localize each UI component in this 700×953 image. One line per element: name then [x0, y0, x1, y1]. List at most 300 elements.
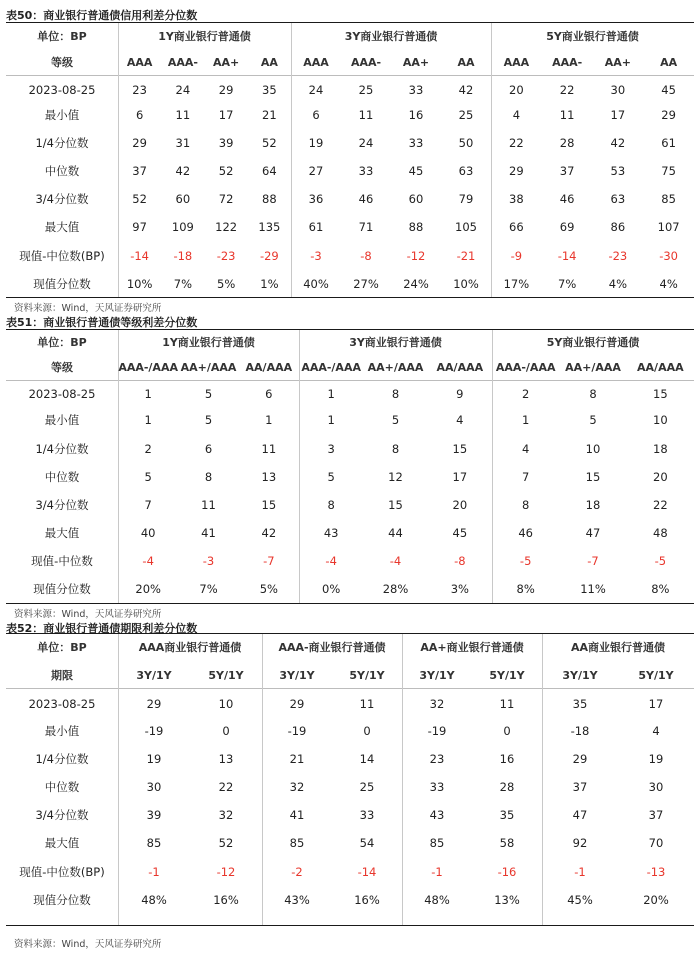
row-label: 最大值 — [44, 526, 80, 540]
table-cell: 3% — [450, 582, 469, 596]
table-cell: 1 — [265, 413, 273, 427]
table-cell: 46 — [358, 192, 374, 206]
table-cell: 24 — [358, 136, 374, 150]
table-cell: 11 — [175, 108, 191, 122]
table-cell: 37 — [559, 164, 575, 178]
table-cell: 41 — [201, 526, 216, 540]
group-header: AA+商业银行普通债 — [420, 641, 524, 654]
table-cell: 6 — [312, 108, 320, 122]
table-cell: 2 — [521, 387, 530, 401]
row-label: 2023-08-25 — [28, 697, 96, 711]
table-cell: 8 — [589, 387, 597, 401]
table-cell: -12 — [406, 249, 426, 263]
table-cell: 39 — [218, 136, 234, 150]
table-cell: 22 — [653, 498, 668, 512]
table-cell: 4% — [659, 277, 678, 291]
unit-label: 单位：BP — [37, 30, 87, 43]
table-cell: 37 — [572, 780, 588, 794]
table-cell: -23 — [216, 249, 236, 263]
table-cell: 0% — [322, 582, 341, 596]
table-cell: 70 — [648, 836, 664, 850]
table-cell: -3 — [202, 554, 215, 568]
table-cell: 7 — [521, 470, 530, 484]
table-cell: -5 — [654, 554, 667, 568]
table-cell: 75 — [661, 164, 676, 178]
table-bottom-rule — [6, 603, 694, 604]
table-cell: 29 — [132, 136, 147, 150]
table-cell: 13 — [218, 752, 234, 766]
table-cell: -1 — [574, 865, 586, 879]
table-cell: 29 — [572, 752, 588, 766]
table-cell: 48 — [653, 526, 668, 540]
group-header: AAA商业银行普通债 — [138, 641, 242, 654]
table-cell: -19 — [287, 724, 307, 738]
table-cell: 1 — [327, 413, 335, 427]
table-cell: 17 — [218, 108, 234, 122]
table-bottom-rule — [6, 297, 694, 298]
table-cell: -7 — [263, 554, 275, 568]
table-cell: 16 — [499, 752, 515, 766]
table-cell: -14 — [357, 865, 377, 879]
table-cell: 13% — [494, 893, 520, 907]
table-cell: 43% — [284, 893, 310, 907]
table-cell: 41 — [289, 808, 305, 822]
source-note: 资料来源：Wind，天风证券研究所 — [14, 939, 162, 950]
table-cell: 37 — [648, 808, 664, 822]
table-cell: 20% — [643, 893, 669, 907]
table-cell: 8 — [204, 470, 213, 484]
column-header: 5Y/1Y — [349, 669, 385, 682]
table-cell: -23 — [608, 249, 628, 263]
row-label: 中位数 — [44, 780, 80, 794]
table-cell: 35 — [572, 697, 588, 711]
column-header: 5Y/1Y — [489, 669, 525, 682]
table-cell: 7% — [558, 277, 577, 291]
column-header: AAA-/AAA — [301, 361, 361, 374]
row-label: 3/4分位数 — [35, 498, 89, 512]
column-header: AA+ — [604, 56, 631, 69]
table-cell: -1 — [431, 865, 443, 879]
row-label: 2023-08-25 — [28, 387, 96, 401]
table-cell: 2 — [144, 442, 152, 456]
group-header: 3Y商业银行普通债 — [349, 336, 442, 349]
table-cell: 85 — [146, 836, 162, 850]
table-cell: 30 — [648, 780, 664, 794]
table-cell: -5 — [519, 554, 532, 568]
table-cell: 72 — [218, 192, 234, 206]
table-cell: 11 — [261, 442, 277, 456]
table-cell: 5 — [204, 413, 213, 427]
table-cell: 1 — [144, 413, 152, 427]
sub-label: 等级 — [51, 56, 73, 69]
table-cell: 5 — [327, 470, 335, 484]
table-cell: -30 — [659, 249, 679, 263]
table-cell: 24% — [403, 277, 429, 291]
table-cell: 28 — [499, 780, 515, 794]
table-cell: 107 — [657, 220, 680, 234]
table-cell: 28% — [382, 582, 409, 596]
table-cell: 4 — [512, 108, 521, 122]
table-cell: 86 — [610, 220, 626, 234]
table-cell: -8 — [454, 554, 466, 568]
table-cell: 19 — [648, 752, 664, 766]
table-cell: 58 — [499, 836, 515, 850]
table-cell: -14 — [557, 249, 577, 263]
table-cell: 17% — [503, 277, 530, 291]
column-header: AA/AAA — [245, 361, 293, 374]
table-cell: 37 — [132, 164, 147, 178]
table-cell: -18 — [570, 724, 590, 738]
table-cell: 5% — [259, 582, 278, 596]
table-cell: 40 — [140, 526, 156, 540]
table-cell: 32 — [289, 780, 305, 794]
column-header: AAA- — [350, 56, 382, 69]
table-cell: 1 — [327, 387, 335, 401]
table-cell: 10% — [126, 277, 153, 291]
table-cell: 29 — [218, 83, 234, 97]
table-cell: 10 — [585, 442, 601, 456]
table-cell: 20 — [509, 83, 524, 97]
table-cell: 23 — [132, 83, 147, 97]
column-header: 3Y/1Y — [562, 669, 598, 682]
table-cell: 135 — [258, 220, 281, 234]
row-label: 中位数 — [44, 164, 80, 178]
table-cell: 21 — [262, 108, 277, 122]
table-cell: 19 — [308, 136, 324, 150]
table-cell: 5 — [144, 470, 152, 484]
table-cell: 33 — [358, 164, 374, 178]
table-cell: 16% — [213, 893, 239, 907]
table-cell: 61 — [661, 136, 676, 150]
column-header: AAA — [126, 56, 153, 69]
table-cell: 20 — [653, 470, 668, 484]
group-header: 1Y商业银行普通债 — [158, 30, 251, 43]
table-cell: 18 — [653, 442, 668, 456]
table-cell: 10 — [653, 413, 668, 427]
source-note: 资料来源：Wind，天风证券研究所 — [14, 609, 162, 620]
table-cell: 52 — [218, 164, 234, 178]
table-cell: 38 — [509, 192, 524, 206]
table-cell: 7% — [173, 277, 192, 291]
row-label: 3/4分位数 — [35, 808, 89, 822]
row-label: 3/4分位数 — [35, 192, 89, 206]
table-cell: 85 — [661, 192, 676, 206]
column-header: AA+/AAA — [180, 361, 237, 374]
table-cell: 92 — [572, 836, 588, 850]
column-header: AA/AAA — [637, 361, 684, 374]
table-cell: 97 — [132, 220, 147, 234]
table-cell: 85 — [429, 836, 445, 850]
row-label: 1/4分位数 — [35, 442, 89, 456]
table-top-rule — [6, 329, 694, 330]
column-header: 3Y/1Y — [136, 669, 172, 682]
table-cell: 22 — [559, 83, 575, 97]
column-header: AA+/AAA — [565, 361, 621, 374]
table-cell: 20 — [452, 498, 468, 512]
table-cell: -18 — [173, 249, 193, 263]
table-cell: 33 — [359, 808, 375, 822]
column-header: 3Y/1Y — [279, 669, 315, 682]
table-cell: 11% — [580, 582, 606, 596]
table-cell: 30 — [610, 83, 626, 97]
table-cell: 3 — [327, 442, 335, 456]
table-cell: -4 — [325, 554, 337, 568]
table-cell: 29 — [509, 164, 524, 178]
table-cell: 69 — [559, 220, 575, 234]
table-cell: 17 — [452, 470, 468, 484]
table-cell: 4 — [521, 442, 530, 456]
table-cell: 15 — [653, 387, 668, 401]
unit-label: 单位：BP — [37, 336, 87, 349]
table-cell: 71 — [358, 220, 374, 234]
table-cell: 8% — [651, 582, 670, 596]
table-cell: 18 — [585, 498, 601, 512]
column-header: 5Y/1Y — [208, 669, 244, 682]
table-top-rule — [6, 633, 694, 634]
table-cell: 15 — [585, 470, 601, 484]
unit-label: 单位：BP — [37, 641, 87, 654]
table-cell: 29 — [661, 108, 676, 122]
table-cell: 11 — [358, 108, 374, 122]
table-cell: 63 — [610, 192, 626, 206]
table-cell: 7% — [199, 582, 218, 596]
table-cell: 54 — [359, 836, 375, 850]
row-label: 现值分位数 — [33, 582, 91, 596]
table-cell: 27 — [308, 164, 324, 178]
column-header: AAA- — [167, 56, 198, 69]
table-cell: 85 — [289, 836, 305, 850]
table-cell: 105 — [455, 220, 477, 234]
table-cell: 24 — [175, 83, 191, 97]
table-cell: 53 — [610, 164, 626, 178]
table-cell: 16 — [408, 108, 424, 122]
table-cell: -7 — [587, 554, 599, 568]
row-label: 最小值 — [44, 108, 80, 122]
column-header: AA+ — [402, 56, 430, 69]
group-header: 3Y商业银行普通债 — [344, 30, 438, 43]
table-cell: 45 — [452, 526, 468, 540]
table-cell: 42 — [610, 136, 626, 150]
table-cell: 45 — [661, 83, 676, 97]
column-header: AAA-/AAA — [495, 361, 556, 374]
table-cell: 39 — [146, 808, 162, 822]
table-cell: 24 — [308, 83, 324, 97]
table-cell: 43 — [323, 526, 339, 540]
row-label: 现值分位数 — [33, 893, 91, 907]
table-cell: 52 — [262, 136, 277, 150]
column-header: 5Y/1Y — [638, 669, 674, 682]
column-header: AAA — [303, 56, 329, 69]
table-cell: 4% — [608, 277, 627, 291]
table-cell: -19 — [427, 724, 447, 738]
row-label: 2023-08-25 — [28, 83, 96, 97]
table-cell: 4 — [456, 413, 464, 427]
table-cell: 63 — [458, 164, 474, 178]
table-cell: 6 — [265, 387, 273, 401]
table-cell: 1 — [144, 387, 152, 401]
table-cell: 60 — [175, 192, 191, 206]
group-header: 5Y商业银行普通债 — [546, 30, 639, 43]
table-cell: -16 — [497, 865, 517, 879]
table-cell: 11 — [359, 697, 375, 711]
table-cell: 22 — [218, 780, 234, 794]
table-cell: 29 — [289, 697, 305, 711]
table-cell: 20% — [135, 582, 161, 596]
table-cell: 44 — [388, 526, 403, 540]
table-cell: 35 — [499, 808, 515, 822]
table-cell: 64 — [262, 164, 277, 178]
table-cell: 36 — [308, 192, 324, 206]
table-cell: 33 — [408, 136, 424, 150]
table-cell: 33 — [429, 780, 445, 794]
table-cell: 32 — [429, 697, 445, 711]
row-label: 现值-中位数(BP) — [19, 249, 105, 263]
row-label: 最小值 — [44, 724, 80, 738]
sub-label: 等级 — [51, 361, 73, 374]
table-cell: 14 — [359, 752, 375, 766]
row-label: 1/4分位数 — [35, 136, 89, 150]
table-cell: 19 — [146, 752, 162, 766]
table-cell: 5 — [589, 413, 597, 427]
table-cell: 42 — [261, 526, 277, 540]
table-cell: -8 — [360, 249, 372, 263]
table-cell: 32 — [218, 808, 234, 822]
table-cell: 15 — [452, 442, 468, 456]
table-cell: 5 — [204, 387, 213, 401]
table-cell: 16% — [354, 893, 380, 907]
table-cell: 25 — [359, 780, 375, 794]
table-cell: 79 — [458, 192, 474, 206]
source-note: 资料来源：Wind，天风证券研究所 — [14, 303, 162, 314]
table-cell: 45 — [408, 164, 424, 178]
table-top-rule — [6, 22, 694, 23]
table-cell: 8 — [391, 442, 400, 456]
table-cell: -29 — [259, 249, 279, 263]
table-cell: 61 — [308, 220, 324, 234]
table-cell: 21 — [289, 752, 305, 766]
table-cell: 122 — [215, 220, 238, 234]
header-divider — [6, 380, 694, 381]
table-cell: 12 — [388, 470, 403, 484]
table-cell: 7 — [144, 498, 152, 512]
table-cell: 6 — [135, 108, 144, 122]
table-cell: 8% — [516, 582, 535, 596]
row-label: 最小值 — [44, 413, 80, 427]
table-cell: 43 — [429, 808, 445, 822]
table-cell: -14 — [130, 249, 150, 263]
table-caption: 表50：商业银行普通债信用利差分位数 — [6, 9, 198, 22]
table-cell: 9 — [456, 387, 464, 401]
table-cell: 46 — [559, 192, 575, 206]
table-cell: 31 — [175, 136, 191, 150]
table-cell: 42 — [458, 83, 474, 97]
table-cell: 17 — [648, 697, 664, 711]
column-header: AAA- — [552, 56, 583, 69]
table-cell: 1% — [260, 277, 279, 291]
table-cell: 48% — [141, 893, 167, 907]
table-cell: 47 — [585, 526, 601, 540]
table-cell: 30 — [146, 780, 162, 794]
header-divider — [6, 688, 694, 689]
table-cell: 23 — [429, 752, 445, 766]
table-cell: 4 — [652, 724, 660, 738]
table-cell: 11 — [559, 108, 575, 122]
table-bottom-rule — [6, 925, 694, 926]
table-cell: 27% — [353, 277, 379, 291]
table-cell: 46 — [518, 526, 533, 540]
table-cell: 0 — [503, 724, 511, 738]
table-cell: 5% — [217, 277, 236, 291]
table-cell: 8 — [521, 498, 530, 512]
row-label: 最大值 — [44, 220, 80, 234]
table-cell: 109 — [171, 220, 194, 234]
table-cell: 10 — [218, 697, 234, 711]
table-cell: 5 — [391, 413, 400, 427]
table-cell: 50 — [458, 136, 474, 150]
table-cell: -4 — [142, 554, 154, 568]
table-cell: 8 — [391, 387, 400, 401]
table-cell: -4 — [389, 554, 402, 568]
table-cell: 8 — [327, 498, 335, 512]
row-label: 中位数 — [44, 470, 80, 484]
table-cell: -13 — [646, 865, 666, 879]
table-cell: 11 — [499, 697, 515, 711]
table-cell: 42 — [175, 164, 191, 178]
table-cell: 1 — [521, 413, 530, 427]
table-cell: 15 — [388, 498, 403, 512]
table-cell: 25 — [458, 108, 474, 122]
row-label: 1/4分位数 — [35, 752, 89, 766]
table-cell: -12 — [216, 865, 236, 879]
column-header: AA/AAA — [436, 361, 484, 374]
table-cell: 29 — [146, 697, 162, 711]
table-cell: 35 — [262, 83, 277, 97]
table-cell: 0 — [363, 724, 371, 738]
column-header: AAA-/AAA — [118, 361, 178, 374]
table-cell: 33 — [408, 83, 424, 97]
table-cell: 45% — [567, 893, 593, 907]
table-cell: -19 — [144, 724, 164, 738]
group-header: AA商业银行普通债 — [570, 641, 666, 654]
table-cell: 15 — [261, 498, 277, 512]
row-label: 最大值 — [44, 836, 80, 850]
group-header: 1Y商业银行普通债 — [162, 336, 255, 349]
column-header: AA — [260, 56, 278, 69]
table-cell: 28 — [559, 136, 575, 150]
row-label: 现值-中位数 — [31, 554, 93, 568]
row-label: 现值-中位数(BP) — [19, 865, 105, 879]
column-header: AA — [457, 56, 475, 69]
table-cell: 22 — [509, 136, 524, 150]
sub-label: 期限 — [51, 669, 73, 682]
header-divider — [6, 75, 694, 76]
table-cell: 17 — [610, 108, 626, 122]
table-cell: -21 — [456, 249, 476, 263]
table-cell: 13 — [261, 470, 277, 484]
table-cell: 0 — [222, 724, 230, 738]
row-label: 现值分位数 — [33, 277, 91, 291]
table-cell: 48% — [424, 893, 450, 907]
group-header: 5Y商业银行普通债 — [546, 336, 640, 349]
column-header: AA+/AAA — [367, 361, 424, 374]
column-header: AAA — [503, 56, 530, 69]
table-caption: 表51：商业银行普通债等级利差分位数 — [6, 316, 198, 329]
table-cell: 88 — [408, 220, 424, 234]
table-cell: 66 — [509, 220, 524, 234]
table-cell: 11 — [201, 498, 216, 512]
table-cell: 47 — [572, 808, 588, 822]
table-cell: -3 — [310, 249, 322, 263]
